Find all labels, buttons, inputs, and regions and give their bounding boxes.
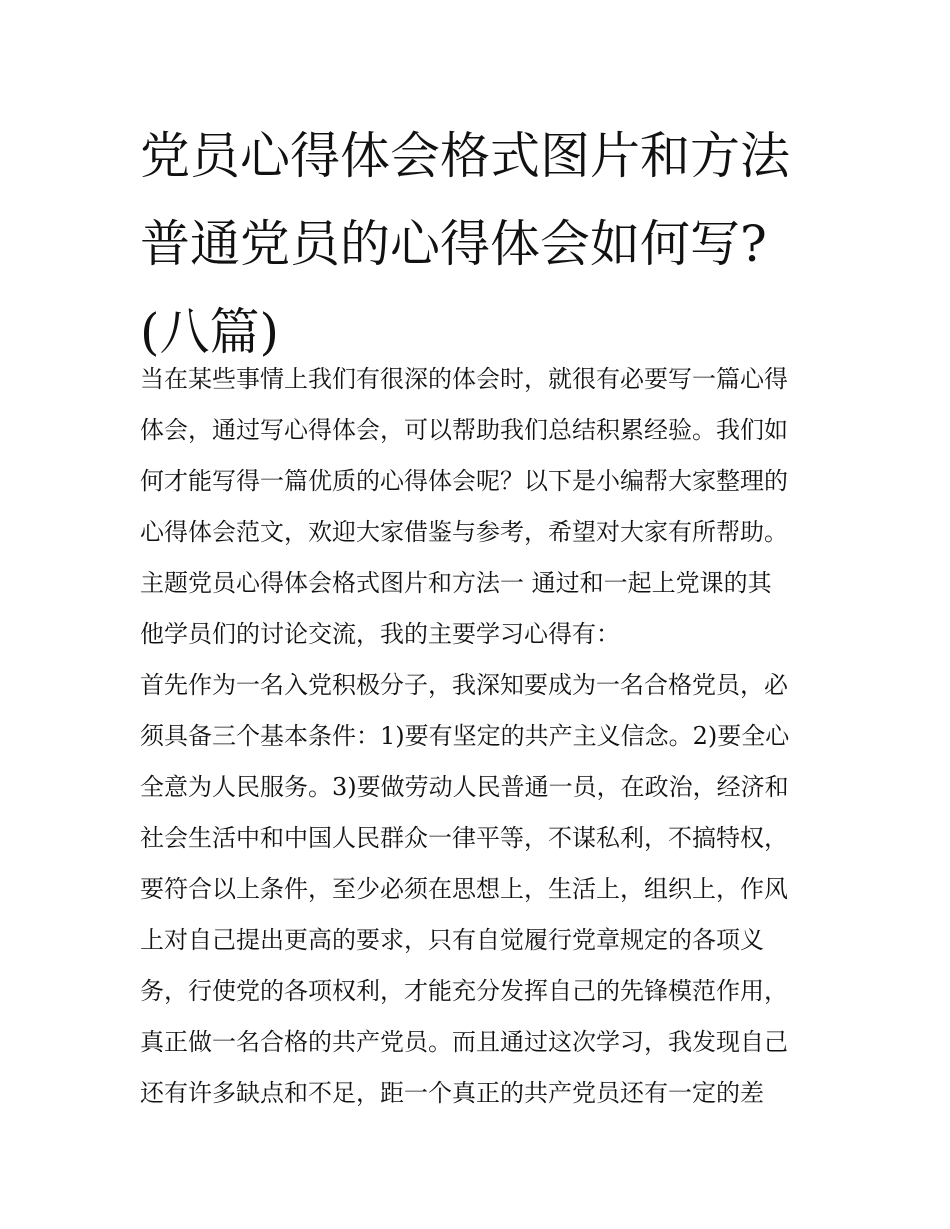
- body-line: 主题党员心得体会格式图片和方法一 通过和一起上党课的其: [140, 569, 772, 597]
- body-line: 还有许多缺点和不足，距一个真正的共产党员还有一定的差: [140, 1079, 764, 1107]
- body-line: 何才能写得一篇优质的心得体会呢？以下是小编帮大家整理的: [140, 467, 788, 495]
- body-line: 心得体会范文，欢迎大家借鉴与参考，希望对大家有所帮助。: [140, 518, 788, 546]
- body-line: 首先作为一名入党积极分子，我深知要成为一名合格党员，必: [140, 671, 788, 699]
- body-line: 上对自己提出更高的要求，只有自觉履行党章规定的各项义: [140, 926, 764, 954]
- title-line-3: (八篇): [140, 303, 280, 361]
- body-line: 全意为人民服务。3)要做劳动人民普通一员，在政治，经济和: [140, 773, 789, 801]
- body-line: 体会，通过写心得体会，可以帮助我们总结积累经验。我们如: [140, 416, 788, 444]
- body-line: 务，行使党的各项权利，才能充分发挥自己的先锋模范作用，: [140, 977, 788, 1005]
- body-line: 要符合以上条件，至少必须在思想上，生活上，组织上，作风: [140, 875, 788, 903]
- body-line: 社会生活中和中国人民群众一律平等，不谋私利，不搞特权，: [140, 824, 788, 852]
- body-line: 他学员们的讨论交流，我的主要学习心得有：: [140, 620, 620, 648]
- body-line: 真正做一名合格的共产党员。而且通过这次学习，我发现自己: [140, 1028, 788, 1056]
- body-line: 当在某些事情上我们有很深的体会时，就很有必要写一篇心得: [140, 365, 788, 393]
- document-body: [140, 354, 830, 1119]
- title-line-1: 党员心得体会格式图片和方法: [140, 127, 790, 185]
- body-line: 须具备三个基本条件：1)要有坚定的共产主义信念。2)要全心: [140, 722, 790, 750]
- title-line-2: 普通党员的心得体会如何写?: [140, 215, 767, 273]
- document-title: [140, 112, 830, 376]
